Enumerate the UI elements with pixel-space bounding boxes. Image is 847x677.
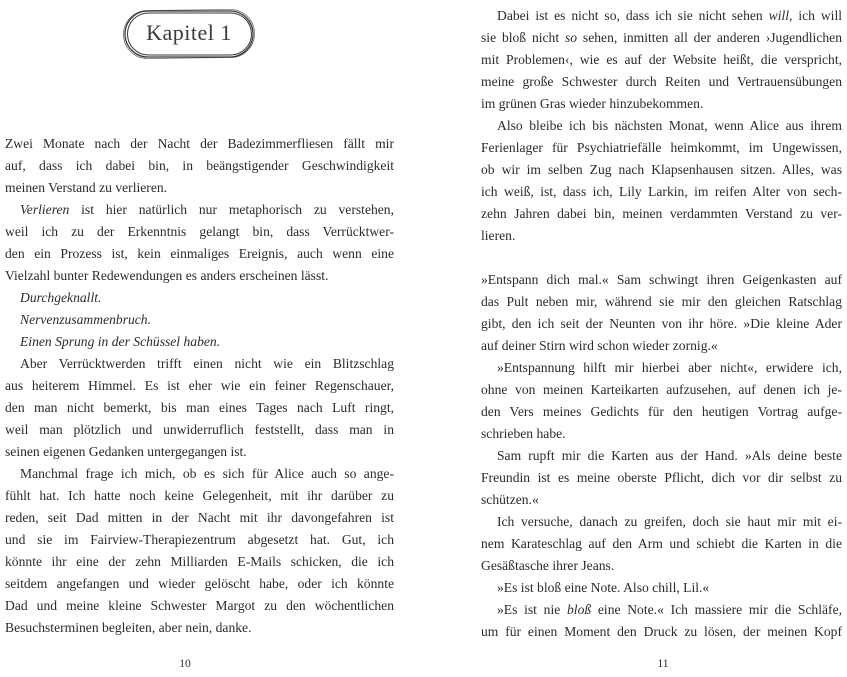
left-line: Vielzahl bunter Redewendungen es anders erscheinen lässt.: [5, 268, 329, 283]
right-line: ich weiß, ist, dass ich, Lily Larkin, im reifen Alter von sech-: [481, 184, 842, 199]
right-line: Ferienlager für Psychiatriefälle heimkommt, im Ungewissen,: [481, 140, 842, 155]
right-line-part: Dabei ist es nicht so, dass ich sie nicht sehen: [497, 8, 769, 23]
left-line: aus heiterem Himmel. Es ist eher wie ein feiner Regenschauer,: [5, 378, 394, 393]
right-line: [497, 8, 842, 24]
right-line: »Entspannung hilft mir hierbei aber nicht«, erwidere ich,: [497, 360, 842, 375]
right-line-italic: bloß: [567, 602, 592, 617]
right-line: Gesäßtasche ihrer Jeans.: [481, 558, 615, 573]
chapter-heading: [122, 8, 256, 60]
right-line: [481, 30, 842, 46]
left-line: den man nicht bemerkt, bis man eines Tages nach Luft ringt,: [5, 400, 394, 415]
left-line: und sie im Fairview-Therapiezentrum abgesetzt hat. Gut, ich: [5, 532, 394, 547]
left-line: Dad und meine kleine Schwester Margot zu den wöchentlichen: [5, 598, 394, 613]
left-line-italic: Durchgeknallt.: [20, 290, 102, 305]
right-line: gibt, den ich seit der Neunten von ihr höre. »Die kleine Ader: [481, 316, 842, 331]
right-page: [424, 0, 847, 677]
right-line: Also bleibe ich bis nächsten Monat, wenn Alice aus ihrem: [497, 118, 842, 133]
left-line: fühlt hat. Ich hatte noch keine Gelegenheit, mit ihr darüber zu: [5, 488, 394, 503]
left-line-italic: Verlieren: [20, 202, 70, 217]
right-line-part: ich will: [792, 8, 842, 23]
left-line: den ein Prozess ist, kein einmaliges Ereignis, auch wenn eine: [5, 246, 394, 261]
right-line: ob wir im selben Zug nach Klapsenhausen sitzen. Alles, was: [481, 162, 842, 177]
left-line: könnte ihr eine der zehn Milliarden E-Mails schicken, die ich: [5, 554, 394, 569]
right-line: mit Problemen‹, wie es auf der Website heißt, die verspricht,: [481, 52, 842, 67]
page-number-left: 10: [179, 658, 191, 670]
right-line: schützen.«: [481, 492, 539, 507]
right-line: lieren.: [481, 228, 516, 243]
left-line: seinen eigenen Gedanken untergegangen ist.: [5, 444, 247, 459]
left-line: Besuchsterminen begleiten, aber nein, danke.: [5, 620, 252, 635]
left-line: auf, dass ich dabei bin, in beängstigender Geschwindigkeit: [5, 158, 394, 173]
left-line: [20, 202, 394, 218]
left-line-rest: ist hier natürlich nur metaphorisch zu verstehen,: [81, 202, 394, 217]
right-line: den Vers meines Gedichts für den heutigen Vortrag aufge-: [481, 404, 842, 419]
left-line: Zwei Monate nach der Nacht der Badezimmerfliesen fällt mir: [5, 136, 394, 151]
page-number-right: 11: [657, 658, 669, 670]
left-line: weil ich zu der Erkenntnis gelangt bin, dass Verrücktwer-: [5, 224, 394, 239]
left-line: reden, seit Dad mitten in der Nacht mit ihr davongefahren ist: [5, 510, 394, 525]
right-line: »Entspann dich mal.« Sam schwingt ihren Geigenkasten auf: [481, 272, 842, 287]
right-line: meine große Schwester durch Reiten und Vertrauensübungen: [481, 74, 842, 89]
right-line: Sam rupft mir die Karten aus der Hand. »Als deine beste: [497, 448, 842, 463]
right-line: Ich versuche, danach zu greifen, doch sie haut mir mit ei-: [497, 514, 842, 529]
left-line: weil man plötzlich und unwiderruflich feststellt, dass man in: [5, 422, 394, 437]
right-line: das Pult neben mir, während sie mir den gleichen Ratschlag: [481, 294, 842, 309]
left-line: meinen Verstand zu verlieren.: [5, 180, 168, 195]
left-line: Manchmal frage ich mich, ob es sich für Alice auch so ange-: [20, 466, 394, 481]
right-line-part: sehen, inmitten all der anderen ›Jugendlichen: [577, 30, 842, 45]
right-line-italic: will,: [768, 8, 793, 23]
chapter-title: Kapitel 1: [146, 20, 232, 45]
right-line: »Es ist bloß eine Note. Also chill, Lil.«: [497, 580, 710, 595]
left-line-italic: Nervenzusammenbruch.: [20, 312, 152, 327]
right-line: nem Karateschlag auf den Arm und schiebt die Karten in die: [481, 536, 842, 551]
left-line: Aber Verrücktwerden trifft einen nicht wie ein Blitzschlag: [20, 356, 394, 371]
left-line: seitdem angefangen und wieder gelöscht habe, oder ich könnte: [5, 576, 394, 591]
right-line-italic: so: [564, 30, 578, 45]
right-line-part: »Es ist nie: [497, 602, 567, 617]
right-line: schrieben habe.: [481, 426, 566, 441]
right-line: zehn Jahren dabei bin, meinen verdammten Verstand zu ver-: [481, 206, 842, 221]
left-line-italic: Einen Sprung in der Schüssel haben.: [20, 334, 221, 349]
right-line: auf deiner Stirn wird schon wieder zornig.«: [481, 338, 718, 353]
right-line: [497, 602, 842, 618]
right-line-part: sie bloß nicht: [481, 30, 565, 45]
right-line: ohne von meinen Karteikarten aufzusehen, auf denen ich je-: [481, 382, 842, 397]
right-line: im grünen Gras wieder hinzubekommen.: [481, 96, 704, 111]
right-line-part: eine Note.« Ich massiere mir die Schläfe,: [591, 602, 843, 617]
right-line: um für einen Moment den Druck zu lösen, der meinen Kopf: [481, 624, 842, 639]
right-line: Freundin ist es meine oberste Pflicht, dich vor dir selbst zu: [481, 470, 842, 485]
